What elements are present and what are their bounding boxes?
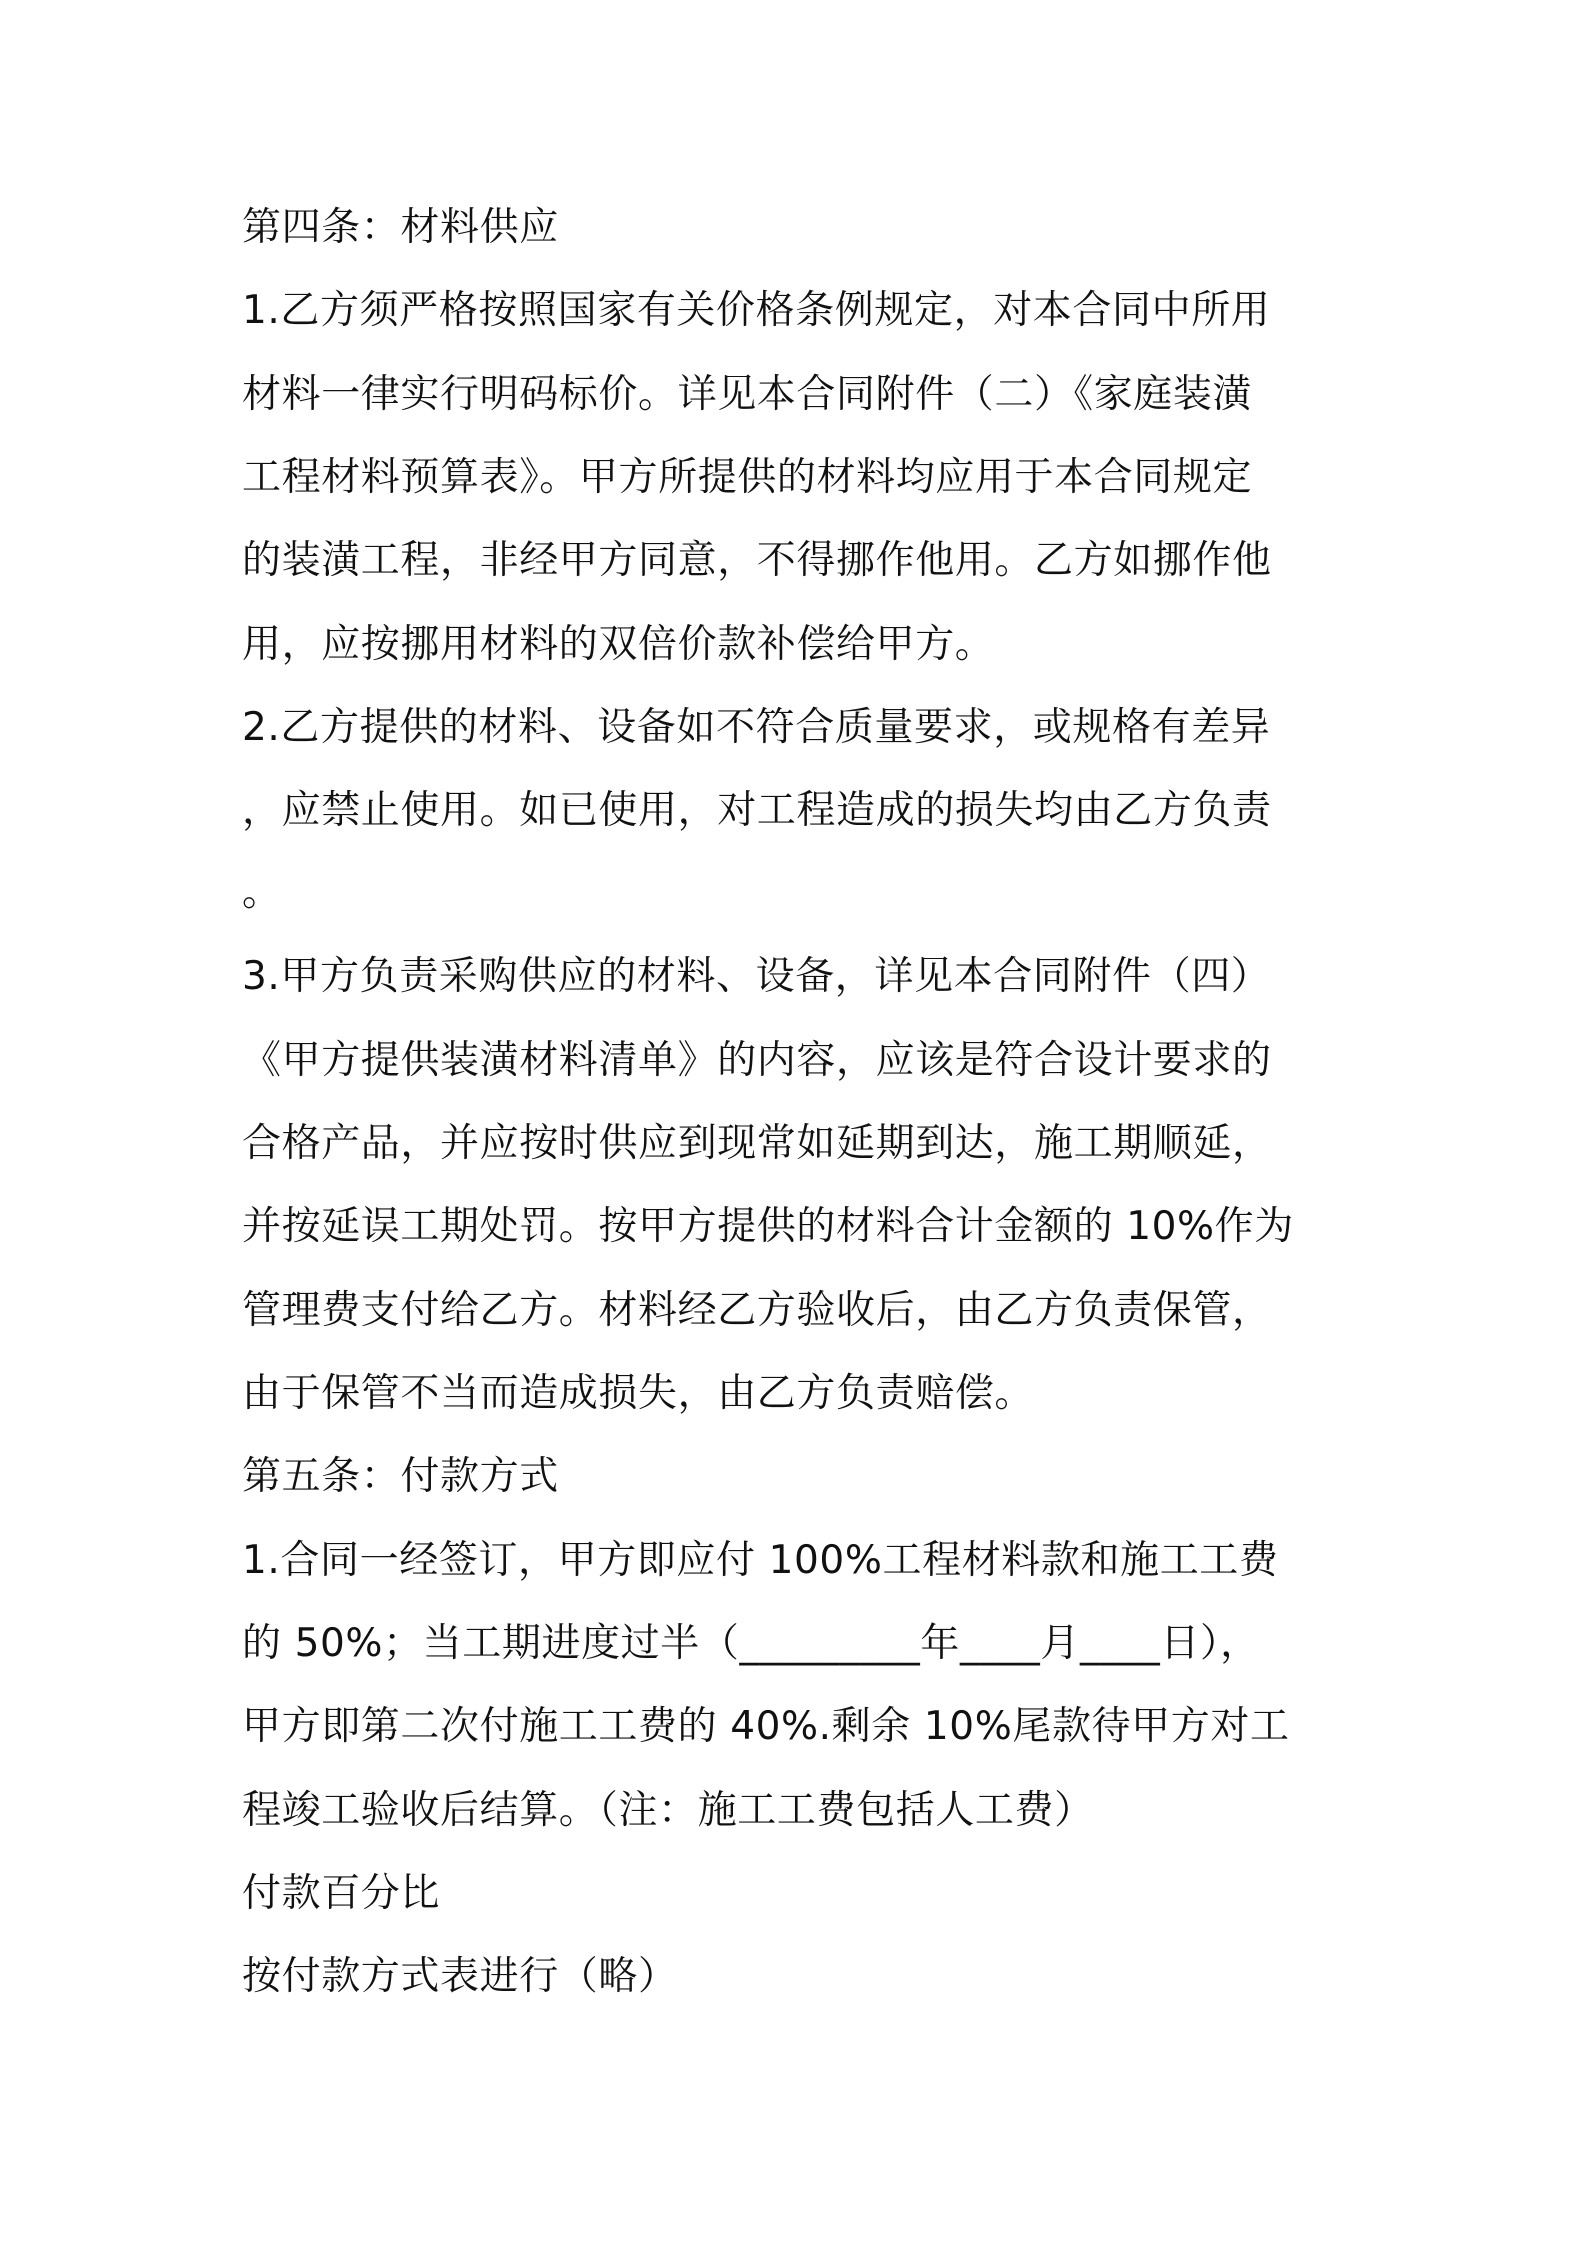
article-4-heading: 第四条：材料供应	[242, 205, 559, 250]
text-line: 材料一律实行明码标价。详见本合同附件（二）《家庭装潢	[242, 372, 1253, 417]
text-line: 由于保管不当而造成损失，由乙方负责赔偿。	[242, 1371, 1035, 1416]
text-line: 工程材料预算表》。甲方所提供的材料均应用于本合同规定	[242, 455, 1253, 500]
text-line: 甲方即第二次付施工工费的 40%.剩余 10%尾款待甲方对工	[242, 1704, 1290, 1749]
text-line: 并按延误工期处罚。按甲方提供的材料合计金额的 10%作为	[242, 1204, 1294, 1249]
text-line: 《甲方提供装潢材料清单》的内容，应该是符合设计要求的	[242, 1038, 1272, 1083]
text-line: 1.合同一经签订，甲方即应付 100%工程材料款和施工工费	[242, 1538, 1279, 1583]
text-line: 按付款方式表进行（略）	[242, 1954, 678, 1999]
text-line: 2.乙方提供的材料、设备如不符合质量要求，或规格有差异	[242, 705, 1271, 750]
text-line: 用，应按挪用材料的双倍价款补偿给甲方。	[242, 622, 995, 667]
text-line: 的 50%；当工期进度过半（_________年____月____日），	[242, 1621, 1260, 1666]
text-line: 1.乙方须严格按照国家有关价格条例规定，对本合同中所用	[242, 288, 1271, 333]
text-line: 。	[242, 870, 282, 915]
text-line: 3.甲方负责采购供应的材料、设备，详见本合同附件（四）	[242, 954, 1271, 999]
article-5-heading: 第五条：付款方式	[242, 1454, 559, 1499]
text-line: 付款百分比	[242, 1871, 441, 1916]
text-line: 程竣工验收后结算。（注：施工工费包括人工费）	[242, 1788, 1094, 1833]
text-line: ，应禁止使用。如已使用，对工程造成的损失均由乙方负责	[242, 788, 1272, 833]
text-line: 的装潢工程，非经甲方同意，不得挪作他用。乙方如挪作他	[242, 538, 1272, 583]
text-line: 合格产品，并应按时供应到现常如延期到达，施工期顺延，	[242, 1121, 1272, 1166]
text-line: 管理费支付给乙方。材料经乙方验收后，由乙方负责保管，	[242, 1288, 1272, 1333]
